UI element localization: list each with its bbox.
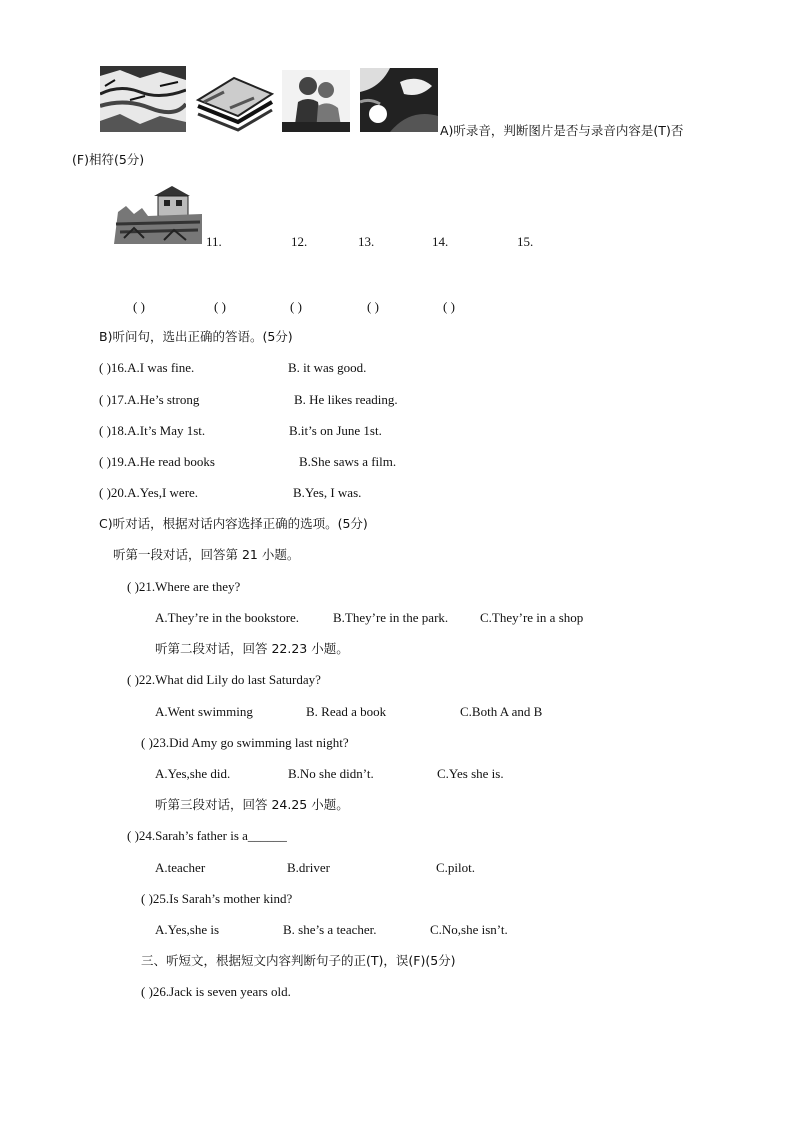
picture-number-13: 13.: [358, 234, 375, 249]
question-17-option-b: B. He likes reading.: [294, 392, 398, 407]
question-21-option-c: C.They’re in a shop: [480, 610, 584, 625]
part-c-instruction: C)听对话，根据对话内容选择正确的选项。(5分): [99, 516, 368, 531]
question-26: ( )26.Jack is seven years old.: [141, 984, 291, 999]
picture-landscape: [100, 66, 186, 132]
picture-number-12: 12.: [291, 234, 308, 249]
question-24-option-b: B.driver: [287, 860, 330, 875]
question-16: ( )16.A.I was fine.: [99, 360, 195, 375]
question-22-option-a: A.Went swimming: [155, 704, 253, 719]
question-22-option-b: B. Read a book: [306, 704, 387, 719]
question-21: ( )21.Where are they?: [127, 579, 241, 594]
question-24-option-c: C.pilot.: [436, 860, 476, 875]
question-16-option-b: B. it was good.: [288, 360, 367, 375]
answer-blank-15[interactable]: ( ): [443, 299, 455, 314]
part-3-instruction: 三、听短文，根据短文内容判断句子的正(T)，误(F)(5分): [141, 953, 456, 968]
picture-number-11: 11.: [206, 234, 222, 249]
question-23-option-c: C.Yes she is.: [437, 766, 504, 781]
part-b-instruction: B)听问句，选出正确的答语。(5分): [99, 329, 293, 344]
question-18: ( )18.A.It’s May 1st.: [99, 423, 206, 438]
dialog-1-heading: 听第一段对话，回答第 21 小题。: [113, 547, 300, 562]
picture-sandwich: [194, 72, 276, 132]
question-17: ( )17.A.He’s strong: [99, 392, 200, 407]
question-23-option-a: A.Yes,she did.: [155, 766, 231, 781]
question-19-option-b: B.She saws a film.: [299, 454, 397, 469]
question-25-option-a: A.Yes,she is: [155, 922, 220, 937]
picture-house: [114, 184, 202, 244]
question-18-option-b: B.it’s on June 1st.: [289, 423, 382, 438]
dialog-3-heading: 听第三段对话，回答 24.25 小题。: [155, 797, 349, 812]
question-23: ( )23.Did Amy go swimming last night?: [141, 735, 349, 750]
question-20-option-b: B.Yes, I was.: [293, 485, 362, 500]
part-a-instruction: A)听录音，判断图片是否与录音内容是(T)否: [440, 123, 684, 138]
question-19: ( )19.A.He read books: [99, 454, 215, 469]
dialog-2-heading: 听第二段对话，回答 22.23 小题。: [155, 641, 349, 656]
answer-blank-11[interactable]: ( ): [133, 299, 145, 314]
picture-number-14: 14.: [432, 234, 449, 249]
question-25: ( )25.Is Sarah’s mother kind?: [141, 891, 293, 906]
question-20: ( )20.A.Yes,I were.: [99, 485, 199, 500]
question-22-option-c: C.Both A and B: [460, 704, 543, 719]
part-a-instruction-continued: (F)相符(5分): [72, 152, 145, 167]
answer-blank-13[interactable]: ( ): [290, 299, 302, 314]
question-22: ( )22.What did Lily do last Saturday?: [127, 672, 321, 687]
answer-blank-12[interactable]: ( ): [214, 299, 226, 314]
picture-number-15: 15.: [517, 234, 534, 249]
picture-couple: [282, 70, 350, 132]
question-25-option-b: B. she’s a teacher.: [283, 922, 377, 937]
question-24-option-a: A.teacher: [155, 860, 206, 875]
picture-night-scene: [360, 68, 438, 132]
question-21-option-b: B.They’re in the park.: [333, 610, 449, 625]
question-25-option-c: C.No,she isn’t.: [430, 922, 508, 937]
answer-blank-14[interactable]: ( ): [367, 299, 379, 314]
question-23-option-b: B.No she didn’t.: [288, 766, 374, 781]
question-24: ( )24.Sarah’s father is a______: [127, 828, 287, 843]
question-21-option-a: A.They’re in the bookstore.: [155, 610, 300, 625]
